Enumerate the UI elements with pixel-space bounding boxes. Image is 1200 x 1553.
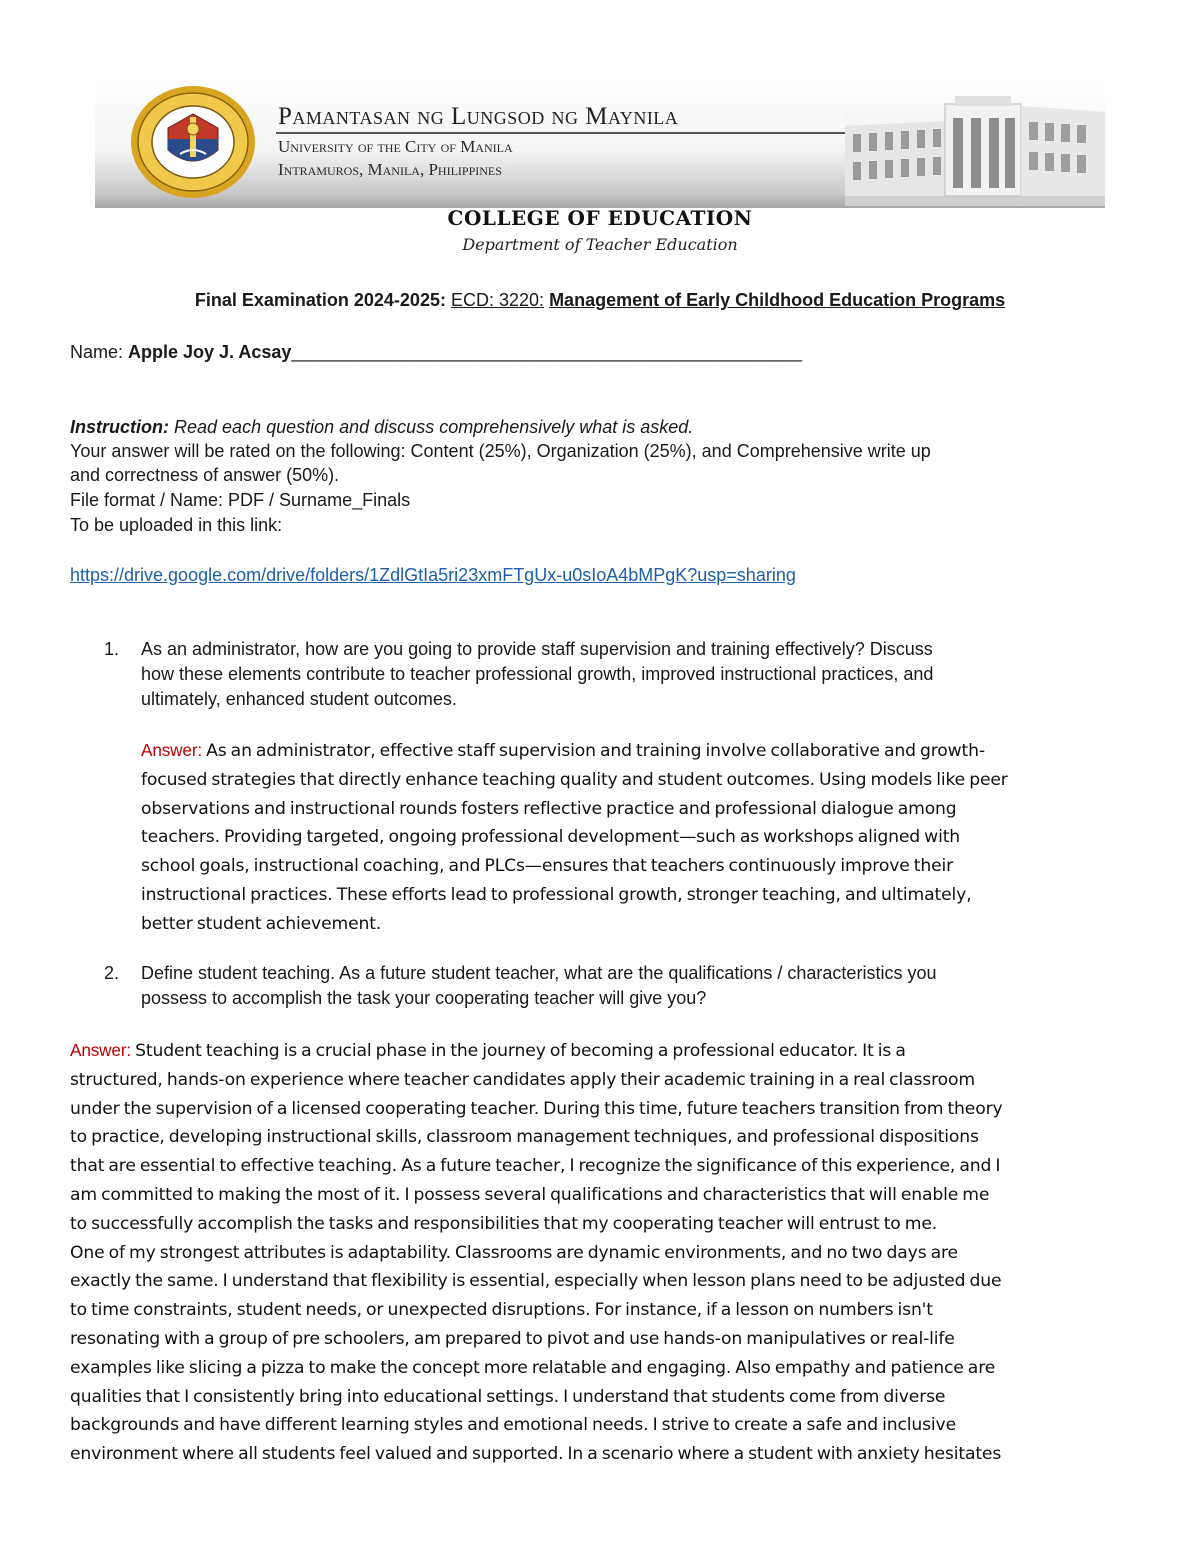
question-line: how these elements contribute to teacher professional growth, improved instructional practices, and: [141, 664, 934, 684]
answer-line: environment where all students feel valued and supported. In a scenario where a student with anxiety hesitates: [70, 1444, 1002, 1465]
answer-label: Answer:: [70, 1040, 132, 1060]
rating-criteria-line-2: and correctness of answer (50%).: [70, 465, 340, 485]
course-code: ECD: 3220:: [450, 290, 545, 310]
name-label: Name:: [70, 342, 124, 362]
answer-line: instructional practices. These efforts lead to professional growth, stronger teaching, and ultimately,: [141, 884, 972, 905]
exam-title: [0, 290, 1200, 311]
answer-line: school goals, instructional coaching, and PLCs—ensures that teachers continuously improve their: [141, 856, 954, 877]
student-name: Apple Joy J. Acsay: [128, 342, 292, 362]
university-name: Pamantasan ng Lungsod ng Maynila: [278, 103, 679, 130]
answer-1: [141, 736, 1008, 939]
rating-criteria-line-1: Your answer will be rated on the following: Content (25%), Organization (25%), and Comprehensive write up: [70, 441, 931, 461]
answer-line: am committed to making the most of it. I possess several qualifications and characteristics that will enable me: [70, 1184, 990, 1205]
answer-line: under the supervision of a licensed cooperating teacher. During this time, future teachers transition from theory: [70, 1098, 1003, 1119]
question-1-text: [141, 637, 1131, 712]
upload-link[interactable]: https://drive.google.com/drive/folders/1ZdlGtIa5ri23xmFTgUx-u0sIoA4bMPgK?usp=sharing: [70, 565, 796, 585]
question-2-number: 2.: [104, 963, 120, 983]
name-blank: ___________________________________________________: [291, 342, 802, 362]
answer-line: structured, hands-on experience where teacher candidates apply their academic training in a real classroom: [70, 1069, 975, 1090]
course-title: Management of Early Childhood Education Programs: [549, 290, 1006, 310]
student-name-line: [70, 342, 802, 363]
answer-line: that are essential to effective teaching. As a future teacher, I recognize the significance of this experience, and I: [70, 1156, 1001, 1177]
answer-line: examples like slicing a pizza to make the concept more relatable and engaging. Also empathy and patience are: [70, 1357, 996, 1378]
answer-line: focused strategies that directly enhance teaching quality and student outcomes. Using models like peer: [141, 769, 1008, 790]
answer-2: [70, 1036, 1003, 1469]
answer-label: Answer:: [141, 740, 203, 760]
answer-line: Student teaching is a crucial phase in the journey of becoming a professional educator. It is a: [131, 1041, 906, 1061]
answer-line: exactly the same. I understand that flexibility is essential, especially when lesson plans need to be adjusted due: [70, 1271, 1002, 1292]
question-line: As an administrator, how are you going to provide staff supervision and training effectively? Discuss: [141, 639, 933, 659]
instruction-label: Instruction:: [70, 417, 169, 437]
college-heading: COLLEGE OF EDUCATION: [447, 206, 753, 230]
upload-note: To be uploaded in this link:: [70, 515, 283, 535]
answer-line: backgrounds and have different learning styles and emotional needs. I strive to create a safe and inclusive: [70, 1415, 957, 1436]
question-line: ultimately, enhanced student outcomes.: [141, 689, 457, 709]
answer-line: to successfully accomplish the tasks and responsibilities that my cooperating teacher will entrust to me.: [70, 1213, 938, 1234]
answer-line: resonating with a group of pre schoolers, am prepared to pivot and use hands-on manipulatives or real-life: [70, 1328, 955, 1349]
answer-line: observations and instructional rounds fosters reflective practice and professional dialogue among: [141, 798, 957, 819]
answer-line: As an administrator, effective staff supervision and training involve collaborative and growth-: [202, 741, 985, 761]
answer-line: to time constraints, student needs, or unexpected disruptions. For instance, if a lesson on numbers isn't: [70, 1300, 933, 1321]
question-line: possess to accomplish the task your cooperating teacher will give you?: [141, 988, 707, 1008]
answer-line: qualities that I consistently bring into educational settings. I understand that students come from diverse: [70, 1386, 946, 1407]
university-english-name: University of the City of Manila: [278, 137, 513, 156]
answer-line: better student achievement.: [141, 913, 382, 934]
answer-line: One of my strongest attributes is adaptability. Classrooms are dynamic environments, and no two days are: [70, 1242, 958, 1263]
instruction-line: [70, 415, 693, 439]
exam-label: Final Examination 2024-2025:: [194, 290, 446, 310]
header-rule: [276, 132, 858, 134]
university-location: Intramuros, Manila, Philippines: [278, 160, 502, 179]
question-2-text: [141, 961, 1131, 1011]
question-line: Define student teaching. As a future student teacher, what are the qualifications / characteristics you: [141, 963, 937, 983]
answer-line: to practice, developing instructional skills, classroom management techniques, and professional dispositions: [70, 1127, 979, 1148]
file-format-note: File format / Name: PDF / Surname_Finals: [70, 490, 411, 510]
answer-line: teachers. Providing targeted, ongoing professional development—such as workshops aligned with: [141, 827, 961, 848]
department-subheading: Department of Teacher Education: [462, 235, 738, 254]
university-building-icon: [845, 86, 1105, 206]
question-1-number: 1.: [104, 639, 120, 659]
university-seal-icon: [128, 84, 258, 200]
instruction-text: Read each question and discuss comprehensively what is asked.: [174, 417, 694, 437]
